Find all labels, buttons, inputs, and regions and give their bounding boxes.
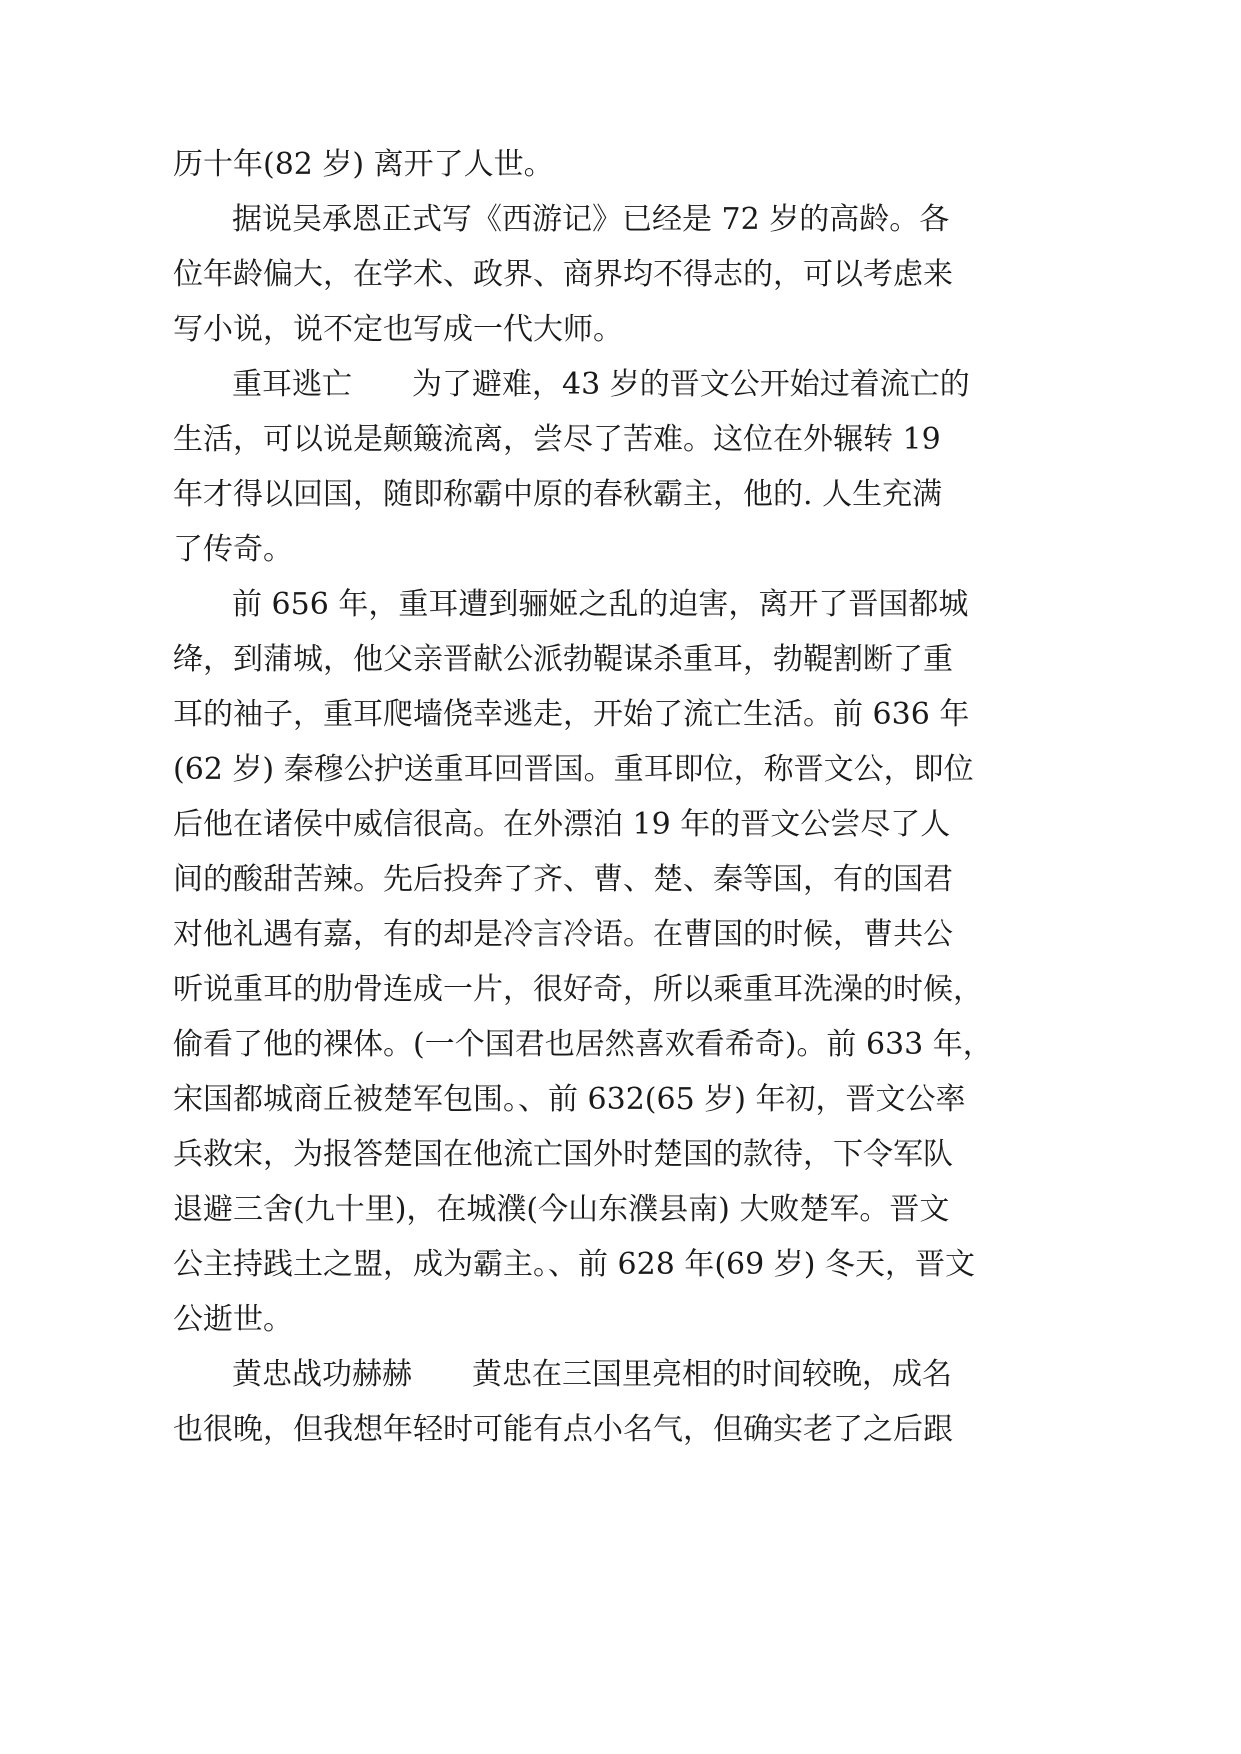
text-line: 宋国都城商丘被楚军包围。、前 632(65 岁) 年初，晋文公率 [173,1082,966,1117]
text-line: 写小说，说不定也写成一代大师。 [173,312,623,347]
paragraph-first-line: 黄忠战功赫赫 黄忠在三国里亮相的时间较晚，成名 [232,1357,952,1392]
text-line: 生活，可以说是颠簸流离，尝尽了苦难。这位在外辗转 19 [173,422,941,457]
text-line: 历十年(82 岁) 离开了人世。 [173,147,554,182]
text-line: 位年龄偏大，在学术、政界、商界均不得志的，可以考虑来 [173,257,953,292]
text-line: 公逝世。 [173,1302,293,1337]
text-line: 对他礼遇有嘉，有的却是冷言冷语。在曹国的时候，曹共公 [173,917,953,952]
text-line: 年才得以回国，随即称霸中原的春秋霸主，他的. 人生充满 [173,477,943,512]
text-line: 了传奇。 [173,532,293,567]
paragraph-first-line: 重耳逃亡 为了避难，43 岁的晋文公开始过着流亡的 [232,367,970,402]
text-line: 也很晚，但我想年轻时可能有点小名气，但确实老了之后跟 [173,1412,953,1447]
text-line: 后他在诸侯中威信很高。在外漂泊 19 年的晋文公尝尽了人 [173,807,951,842]
text-line: 退避三舍(九十里)，在城濮(今山东濮县南) 大败楚军。晋文 [173,1192,950,1227]
text-line: 兵救宋，为报答楚国在他流亡国外时楚国的款待，下令军队 [173,1137,953,1172]
text-line: 偷看了他的裸体。(一个国君也居然喜欢看希奇)。前 633 年， [173,1027,993,1062]
text-line: 公主持践土之盟，成为霸主。、前 628 年(69 岁) 冬天，晋文 [173,1247,975,1282]
text-line: 间的酸甜苦辣。先后投奔了齐、曹、楚、秦等国，有的国君 [173,862,953,897]
text-line: 耳的袖子，重耳爬墙侥幸逃走，开始了流亡生活。前 636 年 [173,697,970,732]
paragraph-first-line: 据说吴承恩正式写《西游记》已经是 72 岁的高龄。各 [232,202,950,237]
paragraph-first-line: 前 656 年，重耳遭到骊姬之乱的迫害，离开了晋国都城 [232,587,969,622]
text-line: (62 岁) 秦穆公护送重耳回晋国。重耳即位，称晋文公，即位 [173,752,974,787]
text-line: 绛，到蒲城，他父亲晋献公派勃鞮谋杀重耳，勃鞮割断了重 [173,642,953,677]
text-line: 听说重耳的肋骨连成一片，很好奇，所以乘重耳洗澡的时候， [173,972,983,1007]
